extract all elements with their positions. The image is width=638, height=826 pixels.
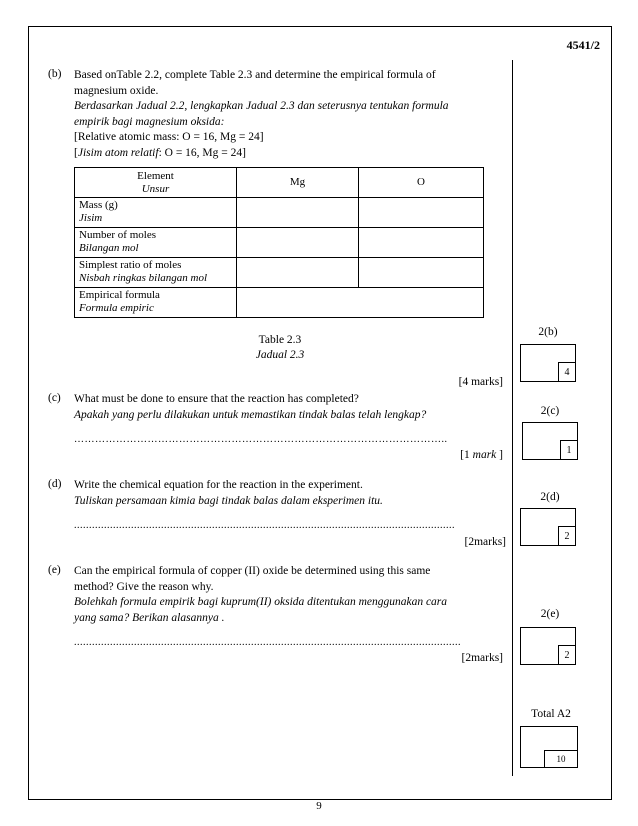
part-b-marks: [4 marks] bbox=[458, 376, 503, 388]
row-label bbox=[75, 228, 237, 258]
mark-box-value: 2 bbox=[558, 645, 576, 665]
table-caption bbox=[190, 333, 370, 363]
part-d-label: (d) bbox=[48, 478, 62, 490]
part-b-atomic-mass: [Relative atomic mass: O = 16, Mg = 24] bbox=[74, 131, 264, 143]
part-e-question bbox=[74, 564, 506, 626]
part-b-line-ms: Berdasarkan Jadual 2.2, lengkapkan Jadual 2.3 dan seterusnya tentukan formula bbox=[74, 100, 449, 112]
total-mark-box bbox=[520, 726, 578, 768]
marks-open: [1 bbox=[460, 449, 473, 461]
answer-cell-o-mass[interactable] bbox=[359, 198, 484, 228]
table-row bbox=[75, 258, 484, 288]
mark-box-label-2d: 2(d) bbox=[540, 491, 560, 503]
header-element-en: Element bbox=[137, 169, 174, 182]
part-c-answer-line[interactable]: …………………………………………………………………………………………….. bbox=[74, 434, 448, 445]
part-e-marks: [2marks] bbox=[461, 652, 503, 664]
row-label bbox=[75, 198, 237, 228]
part-c-line: What must be done to ensure that the reaction has completed? bbox=[74, 393, 359, 405]
part-d-question bbox=[74, 478, 504, 509]
table-row bbox=[75, 198, 484, 228]
row-label-ms: Nisbah ringkas bilangan mol bbox=[79, 272, 208, 284]
part-e-line-ms: Bolehkah formula empirik bagi kuprum(II) oksida ditentukan menggunakan cara bbox=[74, 596, 448, 608]
row-label bbox=[75, 258, 237, 288]
part-b-line-ms: empirik bagi magnesium oksida: bbox=[74, 115, 225, 128]
table-header-element bbox=[75, 168, 237, 198]
mark-box-2d bbox=[520, 508, 576, 546]
part-d-marks: [2marks] bbox=[464, 536, 506, 548]
answer-cell-empirical-formula[interactable] bbox=[237, 288, 484, 318]
row-label-ms: Bilangan mol bbox=[79, 242, 139, 254]
table-header-row bbox=[75, 168, 484, 198]
part-e-answer-line[interactable]: ................................................................................................................................. bbox=[74, 637, 461, 648]
mark-box-2b bbox=[520, 344, 576, 382]
mark-box-value: 1 bbox=[560, 440, 578, 460]
answer-cell-mg-ratio[interactable] bbox=[237, 258, 359, 288]
part-b-line: magnesium oxide. bbox=[74, 84, 159, 97]
mark-box-2e bbox=[520, 627, 576, 665]
table-2-3 bbox=[74, 167, 484, 318]
part-e-line: method? Give the reason why. bbox=[74, 580, 214, 593]
margin-divider bbox=[512, 60, 513, 776]
mark-box-value: 2 bbox=[558, 526, 576, 546]
part-e-label: (e) bbox=[48, 564, 61, 576]
header-element-ms: Unsur bbox=[141, 182, 170, 195]
part-e-line: Can the empirical formula of copper (II) oxide be determined using this same bbox=[74, 565, 431, 577]
part-b-question bbox=[74, 68, 504, 161]
row-label-ms: Jisim bbox=[79, 212, 103, 224]
answer-cell-mg-mass[interactable] bbox=[237, 198, 359, 228]
answer-cell-mg-moles[interactable] bbox=[237, 228, 359, 258]
mark-box-label-2c: 2(c) bbox=[540, 405, 560, 417]
mark-box-2c bbox=[522, 422, 578, 460]
row-label bbox=[75, 288, 237, 318]
paper-code: 4541/2 bbox=[566, 38, 600, 52]
mark-box-label-2e: 2(e) bbox=[540, 608, 560, 620]
table-header-o: O bbox=[359, 168, 484, 198]
part-d-line-ms: Tuliskan persamaan kimia bagi tindak balas dalam eksperimen itu. bbox=[74, 494, 383, 507]
marks-close: ] bbox=[496, 449, 503, 461]
mark-box-label-2b: 2(b) bbox=[538, 326, 558, 338]
mark-box-value: 4 bbox=[558, 362, 576, 382]
page-number: 9 bbox=[316, 800, 322, 812]
part-d-answer-line[interactable]: ............................................................................................................................... bbox=[74, 520, 455, 531]
row-label-en: Mass (g) bbox=[79, 199, 118, 211]
answer-cell-o-ratio[interactable] bbox=[359, 258, 484, 288]
row-label-en: Empirical formula bbox=[79, 289, 160, 301]
table-row bbox=[75, 228, 484, 258]
part-d-line: Write the chemical equation for the reaction in the experiment. bbox=[74, 479, 363, 491]
total-mark-value: 10 bbox=[544, 750, 578, 768]
row-label-en: Number of moles bbox=[79, 229, 156, 241]
part-b-line: Based onTable 2.2, complete Table 2.3 and determine the empirical formula of bbox=[74, 69, 436, 81]
part-b-atomic-mass-ms: [Jisim atom relatif: O = 16, Mg = 24] bbox=[74, 146, 246, 159]
part-c-marks bbox=[400, 449, 503, 461]
row-label-en: Simplest ratio of moles bbox=[79, 259, 182, 271]
marks-word: mark bbox=[472, 449, 497, 461]
row-label-ms: Formula empiric bbox=[79, 302, 154, 314]
total-label: Total A2 bbox=[531, 708, 571, 720]
table-header-mg: Mg bbox=[237, 168, 359, 198]
caption-en: Table 2.3 bbox=[258, 334, 302, 346]
table-row bbox=[75, 288, 484, 318]
part-c-label: (c) bbox=[48, 392, 61, 404]
answer-cell-o-moles[interactable] bbox=[359, 228, 484, 258]
part-c-question bbox=[74, 392, 504, 423]
part-c-line-ms: Apakah yang perlu dilakukan untuk memastikan tindak balas telah lengkap? bbox=[74, 408, 427, 421]
caption-ms: Jadual 2.3 bbox=[255, 349, 305, 361]
part-b-label: (b) bbox=[48, 68, 62, 80]
part-e-line-ms: yang sama? Berikan alasannya . bbox=[74, 611, 225, 624]
